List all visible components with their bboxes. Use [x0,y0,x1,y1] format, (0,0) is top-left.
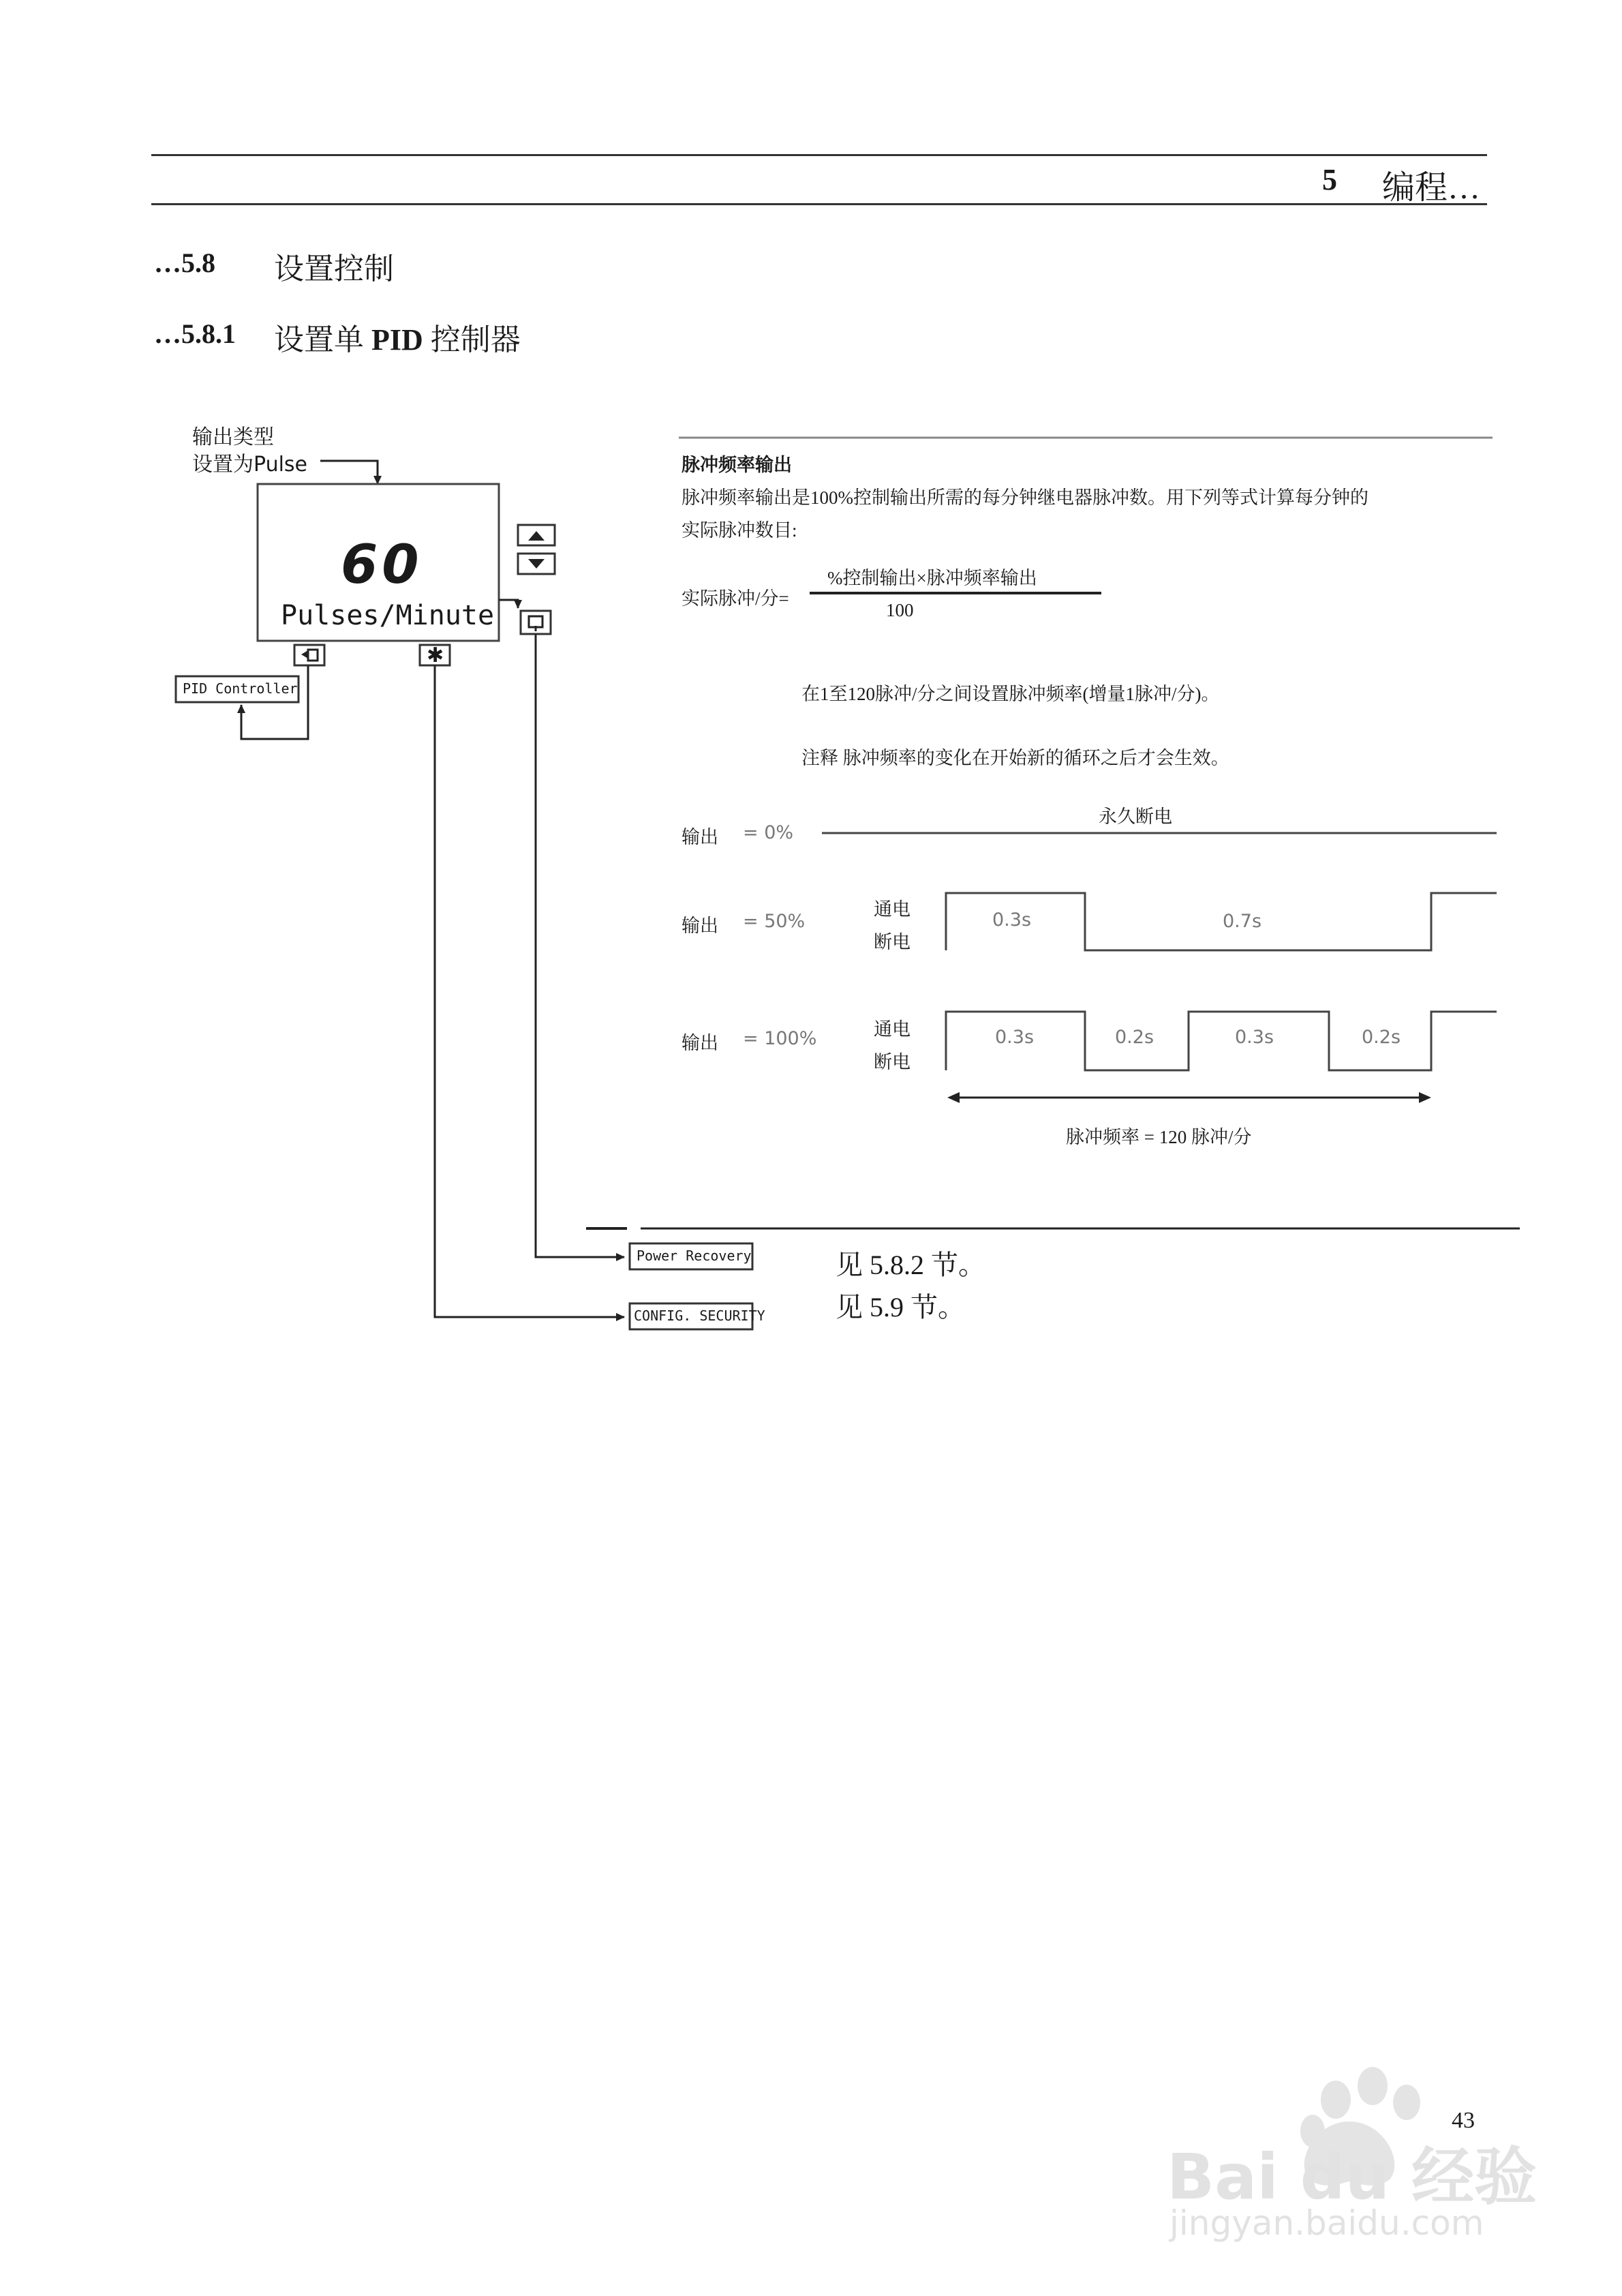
input-arrow [320,461,378,484]
cycle-to-power-recovery-line [536,634,624,1257]
see-config-security: 见 5.9 节。 [836,1292,965,1323]
row100-value: = 100% [743,1028,817,1049]
row100-off-label: 断电 [874,1052,911,1072]
formula-lhs: 实际脉冲/分= [682,588,789,609]
change-note: 注释 脉冲频率的变化在开始新的循环之后才会生效。 [801,748,1229,768]
formula-denominator: 100 [886,600,914,620]
chapter-number: 5 [1322,163,1337,196]
row50-on-label: 通电 [874,899,911,920]
row50-value: = 50% [743,911,806,932]
section-number-5-8-1: …5.8.1 [154,318,236,349]
up-arrow-key-icon[interactable] [518,525,555,545]
cycle-key-icon[interactable] [521,611,551,634]
section-title-post: 控制器 [423,323,521,357]
input-label-line1: 输出类型 [192,425,274,449]
row0-value: = 0% [743,822,794,843]
down-arrow-key-icon[interactable] [518,554,555,574]
chapter-title: 编程… [1382,170,1481,206]
row100-label: 输出 [682,1033,718,1053]
display-to-cycle-arrow [499,600,518,608]
baidu-watermark-brand: Bai du 经验 [1167,2141,1537,2214]
row100-on-label: 通电 [874,1019,911,1040]
row100-off2-duration: 0.2s [1362,1027,1401,1048]
section-title-bold: PID [371,323,423,357]
row100-on1-duration: 0.3s [995,1027,1035,1048]
section-number-5-8: …5.8 [154,247,215,278]
period-caption: 脉冲频率 = 120 脉冲/分 [1066,1127,1252,1147]
input-label-line2: 设置为Pulse [192,453,307,477]
row0-caption: 永久断电 [1099,806,1172,827]
period-double-arrow [947,1092,1431,1103]
star-key-icon[interactable]: ✱ [427,644,444,667]
info-desc-line1: 脉冲频率输出是100%控制输出所需的每分钟继电器脉冲数。用下列等式计算每分钟的 [682,487,1368,508]
page-number: 43 [1452,2108,1475,2133]
row50-off-label: 断电 [874,932,911,952]
pid-controller-box[interactable]: PID Controller [183,680,298,697]
row0-label: 输出 [682,827,718,847]
row50-off-duration: 0.7s [1223,911,1262,932]
info-desc-line2: 实际脉冲数目: [682,520,797,541]
row100-off1-duration: 0.2s [1115,1027,1154,1048]
display-value: 60 [341,534,423,596]
formula-numerator: %控制输出×脉冲频率输出 [827,568,1037,588]
section-title-pre: 设置单 [274,323,371,357]
power-recovery-box[interactable]: Power Recovery [637,1248,752,1264]
config-security-box[interactable]: CONFIG. SECURITY [634,1308,765,1324]
section-title-5-8: 设置控制 [274,252,394,286]
baidu-watermark-url: jingyan.baidu.com [1169,2203,1484,2243]
exit-key-icon[interactable] [294,645,324,665]
row50-on-duration: 0.3s [992,909,1032,931]
display-unit: Pulses/Minute [281,600,495,631]
range-note: 在1至120脉冲/分之间设置脉冲频率(增量1脉冲/分)。 [801,684,1220,704]
see-power-recovery: 见 5.8.2 节。 [836,1250,985,1280]
row100-on2-duration: 0.3s [1235,1027,1274,1048]
row50-label: 输出 [682,916,718,936]
info-title: 脉冲频率输出 [682,455,792,476]
star-to-config-line [435,665,624,1317]
